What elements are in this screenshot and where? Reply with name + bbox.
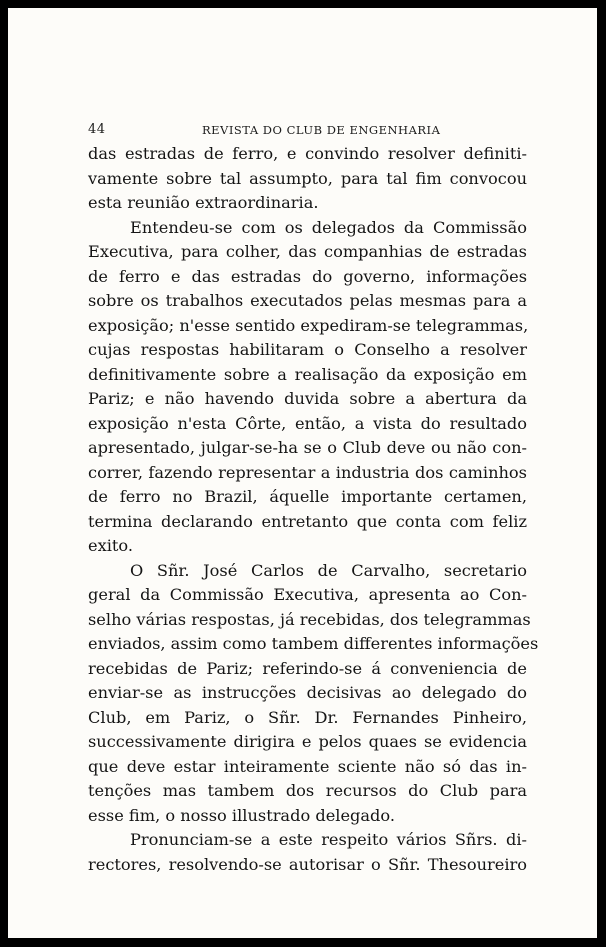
text-line: successivamente dirigira e pelos quaes se evidencia [88,732,527,751]
text-line: exposição n'esta Côrte, então, a vista do resultado [88,413,527,433]
text-line: enviar-se as instrucções decisivas ao delegado do [88,683,527,702]
body-text [88,142,539,877]
text-line: Entendeu-se com os delegados da Commissão [130,217,527,237]
scanned-page [8,8,597,938]
text-line: esta reunião extraordinaria. [88,193,319,212]
text-line: tenções mas tambem dos recursos do Club para [88,781,527,800]
text-line: das estradas de ferro, e convindo resolver definiti- [88,144,527,163]
text-line: vamente sobre tal assumpto, para tal fim convocou [88,168,527,188]
text-line: Pronunciam-se a este respeito vários Sñrs. di- [130,830,527,849]
text-line: Executiva, para colher, das companhias de estradas [88,242,527,261]
text-line: de ferro e das estradas do governo, informações [88,266,527,286]
text-line: exposição; n'esse sentido expediram-se telegrammas, [88,315,529,335]
text-line: de ferro no Brazil, áquelle importante certamen, [88,487,527,506]
text-line: geral da Commissão Executiva, apresenta ao Con- [88,585,527,604]
text-line: sobre os trabalhos executados pelas mesmas para a [88,291,527,310]
page-number: 44 [88,122,106,137]
text-line: recebidas de Pariz; referindo-se á conveniencia de [88,658,527,678]
text-line: termina declarando entretanto que conta com feliz [88,511,527,531]
text-line: que deve estar inteiramente sciente não só das in- [88,756,527,776]
text-line: Pariz; e não havendo duvida sobre a abertura da [88,389,527,408]
text-line: selho várias respostas, já recebidas, dos telegrammas [88,609,531,629]
text-line: O Sñr. José Carlos de Carvalho, secretario [130,560,527,580]
text-line: correr, fazendo representar a industria dos caminhos [88,462,527,482]
text-line: exito. [88,536,133,555]
text-line: cujas respostas habilitaram o Conselho a resolver [88,340,527,359]
text-line: rectores, resolvendo-se autorisar o Sñr. Thesoureiro [88,854,527,874]
text-line: definitivamente sobre a realisação da exposição em [88,364,527,384]
text-line: esse fim, o nosso illustrado delegado. [88,805,396,825]
text-line: apresentado, julgar-se-ha se o Club deve ou não con- [88,438,527,457]
text-line: enviados, assim como tambem differentes informações [88,634,539,653]
running-title: REVISTA DO CLUB DE ENGENHARIA [202,123,441,137]
text-line: Club, em Pariz, o Sñr. Dr. Fernandes Pinheiro, [88,707,527,727]
